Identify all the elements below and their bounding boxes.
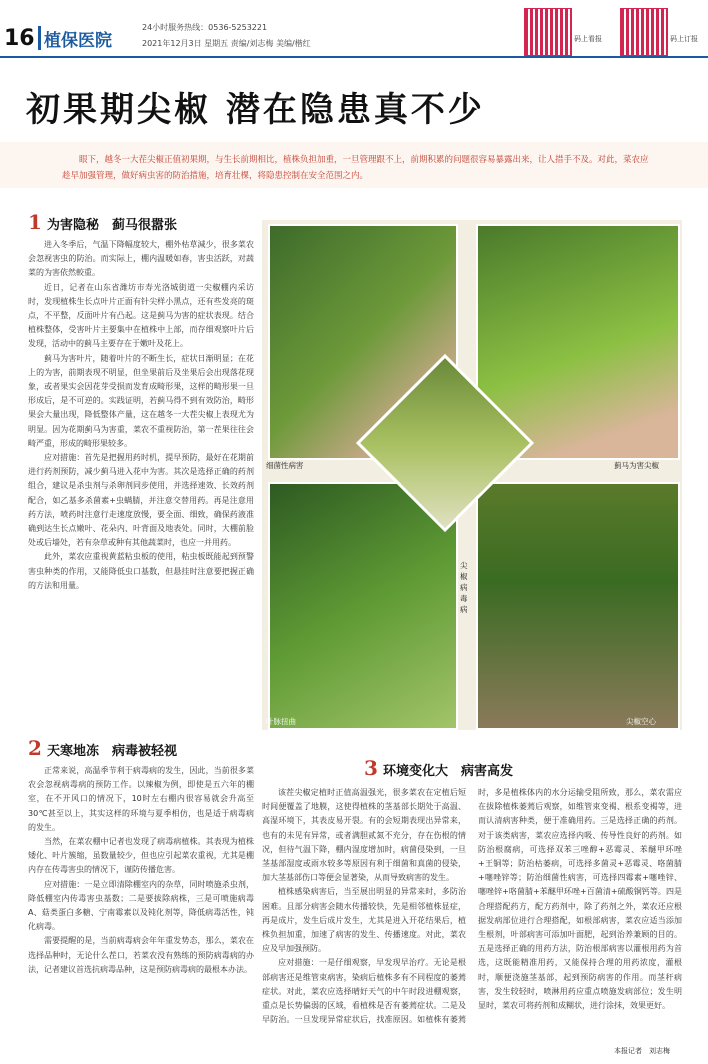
- section-3-body: [262, 786, 682, 1044]
- section-1-body: [28, 238, 254, 728]
- photo-panel: [262, 220, 682, 730]
- dateline: 2021年12月3日 星期五 责编/刘志梅 美编/楷红: [142, 39, 311, 48]
- qr2-caption: 码上订报: [670, 35, 698, 43]
- byline: 本报记者 刘志梅: [614, 1047, 670, 1055]
- paragraph: 此外，菜农应重视黄蓝粘虫板的使用，粘虫板既能起到预警害虫种类的作用，又能降低虫口基数，但悬挂时注意要把握正确的方法和用量。: [28, 552, 254, 590]
- qr1-caption: 码上看报: [574, 35, 602, 43]
- caption-thrips: 蓟马为害尖椒: [614, 461, 659, 470]
- paragraph: 进入冬季后，气温下降幅度较大，棚外枯草減少，很多菜农会忽视害虫的防治。而实际上，棚内温暖如春，害虫活跃，对蔬菜的为害依然較重。: [28, 240, 254, 278]
- section-3-number: 3: [364, 756, 378, 780]
- qr-code-read[interactable]: [524, 8, 572, 56]
- lead-paragraph: 眼下，越冬一大茬尖椒正值初果期，与生长前期相比，植株负担加重，一旦管理跟不上，前期积累的问题很容易暴露出来，让人措手不及。对此，菜农应趁早加强管理，做好病虫害的防治措施，培育壮棵，将隐患控制在安全范围之内。: [62, 155, 649, 181]
- section-1-heading: [28, 210, 177, 234]
- headline: 初果期尖椒 潜在隐患真不少: [26, 90, 485, 130]
- paragraph: 当然，在菜农棚中记者也发现了病毒病植株。其表现为植株矮化、叶片簇缩，虽数量较少，但也应引起菜农重视，尤其是棚内存在传毒害虫的情况下，谨防传播危害。: [28, 837, 254, 875]
- paragraph: 应对措施：一是仔细观察，早发现早治疗。无论是根部病害还是维管束病害，染病后植株多有不同程度的萎蔫症状。对此，菜农应选择晴好天气的中午时段进棚观察，重点是长势偏弱的区域，看植株是否有萎蔫症状。二是及早防治。一旦发现异常症状后，找准原因。如植株有萎蔫时，多是植株体内的水分运输受阻所致，那么，菜农需应在拔除植株萎蔫后观察，如维管束变褐、根系变褐等，进而认清病害种类，便于准确用药。三是选择正确的药剂。对于该类病害，菜农应选择内吸、传导性良好的药剂。如防治根腐病，可选择双苯三唑醇+恶霉灵、苯醚甲环唑+王铜等；防治枯萎病，可选择多菌灵+恶霉灵、咯菌腈+噻唑锌等；防治细菌性病害，可选择四霉素+噻唑锌、噻唑锌+咯菌腈+苯醚甲环唑+百菌清+硫酸铜钙等。四是合理搭配药方，配方药剂中，除了药剂之外，菜农还应根据发病部位进行合理搭配，如根部病害，菜农应适当添加生根剂，叶部病害可添加叶面肥，起到治养兼顾的目的。五是选择正确的用药方法，防治根部病害以灌根用药为首选，这既能精准用药，又能保持合理的用药浓度，灌根时，顺便浇施茎基部，起到预防病害的作用。而茎秆病害，发生较轻时，喷淋用药应重点喷施发病部位；发生明显时，菜农可将药剂和成糊状，进行涂抹，效果更好。: [262, 788, 682, 1025]
- paragraph: 应对措施：一是立即清除棚室内的杂草，同时喷施杀虫剂，降低棚室内传毒害虫基数；二是要拔除病株，三是可喷施病毒A、菇类蛋白多糖、宁南霉素以及钝化剂等，降低病毒活性，钝化病毒。: [28, 879, 254, 932]
- paragraph: 植株感染病害后，当至展出明显的异常来时，多防治困难。且部分病害会随水传播较快，先是相邻植株显症，再是成片，发生后成片发生，尤其是进入开花结果后，植株负担加重，加速了病害的发生、传播速度。对此，菜农应及早加强预防。: [262, 887, 466, 954]
- section-2-heading: [28, 736, 177, 760]
- caption-virus: 尖椒病毒病: [460, 561, 468, 614]
- column-name: 植保医院: [44, 31, 112, 51]
- section-2-body: [28, 764, 254, 1060]
- paragraph: 该茬尖椒定植时正值高温强光，很多菜农在定植后短时间便覆盖了地膜，这使得植株的茎基部长期处于高温、高湿环境下，其表皮易开裂。有的会短期表现出异常来，也有的未见有异常，或者满胆贰氮不充分，存在伤根的情况，但待气温下降，棚内湿度增加时，病菌侵染到，一旦茎基部湿度或雨水较多等原因有利于细菌和真菌的侵染，加大茎基部伤口等便会显著染，从而导致病害的发生。: [262, 788, 466, 883]
- paragraph: 应对措施：首先是把握用药时机，提早预防，最好在花期前进行药剂预防，减少蓟马进入花中为害。其次是选择正确的药剂组合，建议是杀虫剂与杀卵剂同步使用，并选择速效、长效药剂配合，如乙基多杀菌素+虫螨腈，并注意交替用药。再是注意用药方法，喷药时注意行走速度放慢，要全面、细致，确保药液准确到达生长点嫩叶、花朵内、叶背面及地表处。同时，大棚前脸处或后墙处，若有杂草或种有其他蔬菜时，也应一并用药。: [28, 453, 254, 548]
- paragraph: 正常来说，高温季节利于病毒病的发生，因此，当前很多菜农会忽视病毒病的预防工作。以辣椒为例，即使是五六年的棚室，在不开风口的情况下，10时左右棚内很容易就会升高至30℃甚至以上，其实这样的环境与夏季相仿，也是适于病毒病的发生。: [28, 766, 254, 832]
- section-1-title: 为害隐秘 蓟马很嚣张: [47, 218, 178, 233]
- caption-hollow: 尖椒空心: [626, 717, 656, 726]
- paragraph: 蓟马为害叶片，随着叶片的不断生长，症状日渐明显；在花上的为害，前期表现不明显，但坐果前后及坐果后会出现落花现象，或者果实会因花芽受损而发育成畸形果，这样的畸形果一旦形成后，是不可逆的。实践证明，若蓟马得不到有效防治，畸形果会大量出现，降低整体产量，这在越冬一大茬尖椒上表现尤为明显。因为花期蓟马为害重，菜农不重视防治，第一茬果往往会畸严重，形成的畸形果较多。: [28, 353, 254, 448]
- page-number: 16: [4, 26, 35, 51]
- qr-code-subscribe[interactable]: [620, 8, 668, 56]
- caption-bacterial: 细菌性病害: [266, 461, 304, 470]
- caption-vein: 叶脉扭曲: [266, 717, 296, 726]
- section-2-number: 2: [28, 736, 42, 760]
- paragraph: 需要提醒的是，当前病毒病会年年重发势态，那么，菜农在选择品种时，无论什么茬口，若菜农没有熟练的预防病毒病的办法，记者建议首选抗病毒品种，这是预防病毒病的最根本办法。: [28, 936, 254, 974]
- header-divider: [38, 26, 41, 50]
- photo-hollow-pepper: [476, 482, 680, 730]
- section-1-number: 1: [28, 210, 42, 234]
- section-3-heading: [364, 756, 513, 780]
- hotline: 24小时服务热线：0536-5253221: [142, 23, 268, 32]
- section-3-title: 环境变化大 病害高发: [383, 764, 514, 779]
- paragraph: 近日，记者在山东省潍坊市寿光洛城街道一尖椒棚内采访时，发现植株生长点叶片正面有针尖样小黑点，还有些发亮的斑点，不平整，反面叶片有凸起。这是蓟马为害的症状表现。结合植株整体，受害叶片主要集中在植株中上部，而存细观察叶片后发现，活动中的蓟马主要存在于嫩叶及花上。: [28, 282, 254, 349]
- section-2-title: 天寒地冻 病毒被轻视: [47, 744, 178, 759]
- photo-leaf-vein-twist: [268, 482, 458, 730]
- header-rule: [0, 56, 708, 58]
